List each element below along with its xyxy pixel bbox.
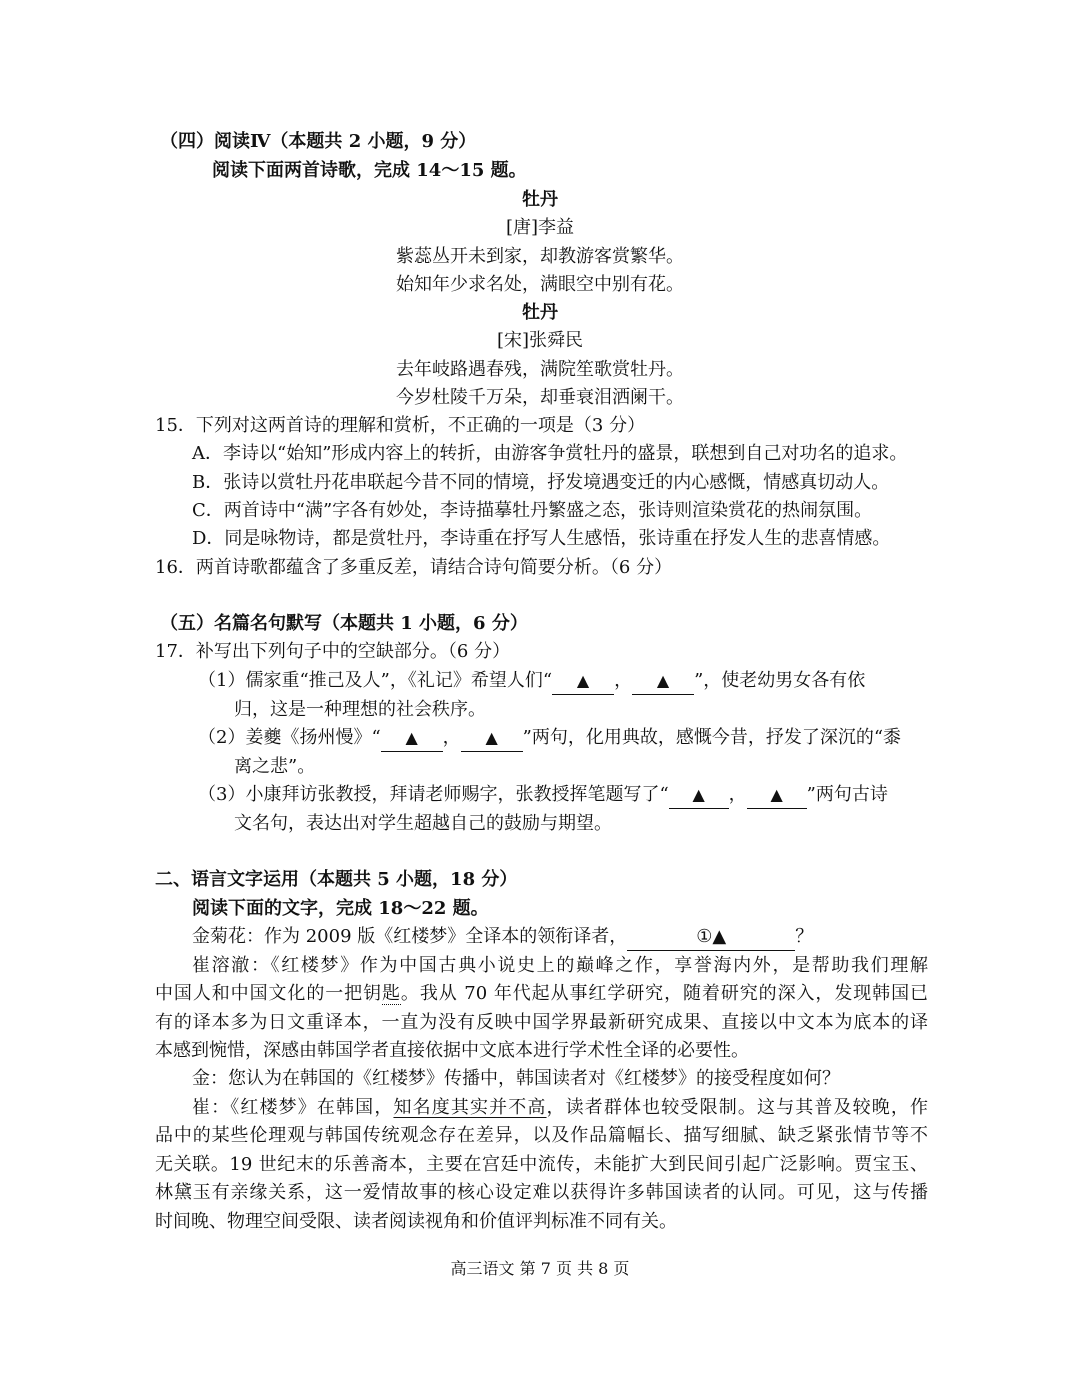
- blank-marker: ▲: [692, 785, 705, 804]
- item3-text-after: ”两句古诗: [806, 784, 888, 805]
- poem1-title: 牡丹: [522, 189, 558, 210]
- question-15: 15．下列对这两首诗的理解和赏析，不正确的一项是（3 分）: [155, 415, 646, 436]
- poem2-title: 牡丹: [522, 302, 558, 323]
- poem1-line2: 始知年少求名处，满眼空中别有花。: [396, 274, 684, 295]
- answer2-line3: 无关联。19 世纪末的乐善斋本，主要在宫廷中流传，未能扩大到民间引起广泛影响。贾宝玉、: [155, 1154, 928, 1175]
- question-17-item1: [198, 668, 865, 695]
- poem2-author: [宋]张舜民: [496, 330, 584, 351]
- blank-marker: ①▲: [696, 926, 727, 947]
- item1-text-after: ”，使老幼男女各有依: [694, 670, 866, 691]
- answer-blank[interactable]: [627, 924, 795, 951]
- answer2-line1-start: 崔：《红楼梦》在韩国，: [192, 1097, 394, 1118]
- poem2-line2: 今岁杜陵千万朵，却垂衰泪洒阑干。: [396, 387, 684, 408]
- answer2-line1-end: ，读者群体也较受限制。这与其普及较晚，作: [546, 1097, 929, 1118]
- answer2-line2: 品中的某些伦理观与韩国传统观念存在差异，以及作品篇幅长、描写细腻、缺乏紧张情节等不: [155, 1125, 928, 1146]
- blank-marker: ▲: [485, 728, 498, 747]
- answer-blank[interactable]: [669, 782, 729, 809]
- question-17-item2-cont: 离之悲”。: [234, 756, 316, 777]
- answer1-line2: [155, 981, 928, 1007]
- item1-separator: ，: [614, 670, 633, 691]
- answer-blank[interactable]: [552, 668, 614, 695]
- part2-instruction: 阅读下面的文字，完成 18～22 题。: [192, 898, 489, 919]
- blank-marker: ▲: [770, 785, 783, 804]
- question1-end: ？: [795, 926, 814, 947]
- blank-marker: ▲: [576, 671, 590, 690]
- question-16: 16．两首诗歌都蕴含了多重反差，请结合诗句简要分析。（6 分）: [155, 557, 673, 578]
- poem1-author: [唐]李益: [505, 217, 575, 238]
- question-15-option-a: A．李诗以“始知”形成内容上的转折，由游客争赏牡丹的盛景，联想到自己对功名的追求。: [192, 443, 908, 464]
- answer-blank[interactable]: [632, 668, 694, 695]
- answer1-line2-start: 中国人和中国文化的一把钥: [155, 983, 382, 1004]
- question-17-item3: [198, 782, 888, 809]
- part2-heading: 二、语言文字运用（本题共 5 小题，18 分）: [155, 869, 518, 890]
- poem2-line1: 去年岐路遇春残，满院笙歌赏牡丹。: [396, 359, 684, 380]
- question-17-item1-cont: 归，这是一种理想的社会秩序。: [234, 699, 486, 720]
- answer1-line2-end: 。我从 70 年代起从事红学研究，随着研究的深入，发现韩国已: [400, 983, 928, 1004]
- interview-question-1: [192, 924, 813, 951]
- question-17-item3-cont: 文名句，表达出对学生超越自己的鼓励与期望。: [234, 813, 612, 834]
- item3-text-before: （3）小康拜访张教授，拜请老师赐字，张教授挥笔题写了“: [198, 784, 669, 805]
- question-15-option-b: B．张诗以赏牡丹花串联起今昔不同的情境，抒发境遇变迁的内心感慨，情感真切动人。: [192, 472, 890, 493]
- item3-separator: ，: [728, 784, 747, 805]
- answer2-line5: 时间晚、物理空间受限、读者阅读视角和价值评判标准不同有关。: [155, 1211, 677, 1232]
- answer1-line4: 本感到惋惜，深感由韩国学者直接依据中文底本进行学术性全译的必要性。: [155, 1040, 749, 1061]
- question-17: 17．补写出下列句子中的空缺部分。（6 分）: [155, 641, 511, 662]
- question-15-option-c: C．两首诗中“满”字各有妙处，李诗描摹牡丹繁盛之态，张诗则渲染赏花的热闹氛围。: [192, 500, 873, 521]
- poem1-line1: 紫蕊丛开未到家，却教游客赏繁华。: [396, 246, 684, 267]
- answer2-line1: [192, 1095, 928, 1121]
- blank-marker: ▲: [656, 671, 670, 690]
- question-17-item2: [198, 725, 901, 752]
- page-footer: 高三语文 第 7 页 共 8 页: [450, 1259, 630, 1278]
- section4-heading: （四）阅读Ⅳ（本题共 2 小题，9 分）: [160, 131, 477, 152]
- question1-text: 金菊花：作为 2009 版《红楼梦》全译本的领衔译者，: [192, 926, 628, 947]
- item2-separator: ，: [442, 727, 461, 748]
- section5-heading: （五）名篇名句默写（本题共 1 小题，6 分）: [160, 613, 528, 634]
- emphasis-char: 匙: [382, 983, 401, 1004]
- interview-question-2: 金：您认为在韩国的《红楼梦》传播中，韩国读者对《红楼梦》的接受程度如何？: [192, 1068, 840, 1089]
- answer2-line4: 林黛玉有亲缘关系，这一爱情故事的核心设定难以获得许多韩国读者的认同。可见，这与传播: [155, 1182, 928, 1203]
- answer1-line1: 崔溶澈：《红楼梦》作为中国古典小说史上的巅峰之作，享誉海内外，是帮助我们理解: [192, 955, 928, 976]
- answer-blank[interactable]: [381, 725, 443, 752]
- item2-text-before: （2）姜夔《扬州慢》“: [198, 727, 381, 748]
- section4-instruction: 阅读下面两首诗歌，完成 14～15 题。: [212, 160, 527, 181]
- item1-text-before: （1）儒家重“推己及人”，《礼记》希望人们“: [198, 670, 553, 691]
- answer-blank[interactable]: [461, 725, 523, 752]
- blank-marker: ▲: [405, 728, 418, 747]
- answer1-line3: 有的译本多为日文重译本，一直为没有反映中国学界最新研究成果、直接以中文本为底本的译: [155, 1012, 928, 1033]
- answer-blank[interactable]: [747, 782, 807, 809]
- question-15-option-d: D．同是咏物诗，都是赏牡丹，李诗重在抒写人生感悟，张诗重在抒发人生的悲喜情感。: [192, 528, 891, 549]
- item2-text-after: ”两句，化用典故，感慨今昔，抒发了深沉的“黍: [522, 727, 902, 748]
- underlined-phrase: 知名度其实并不高: [393, 1097, 547, 1118]
